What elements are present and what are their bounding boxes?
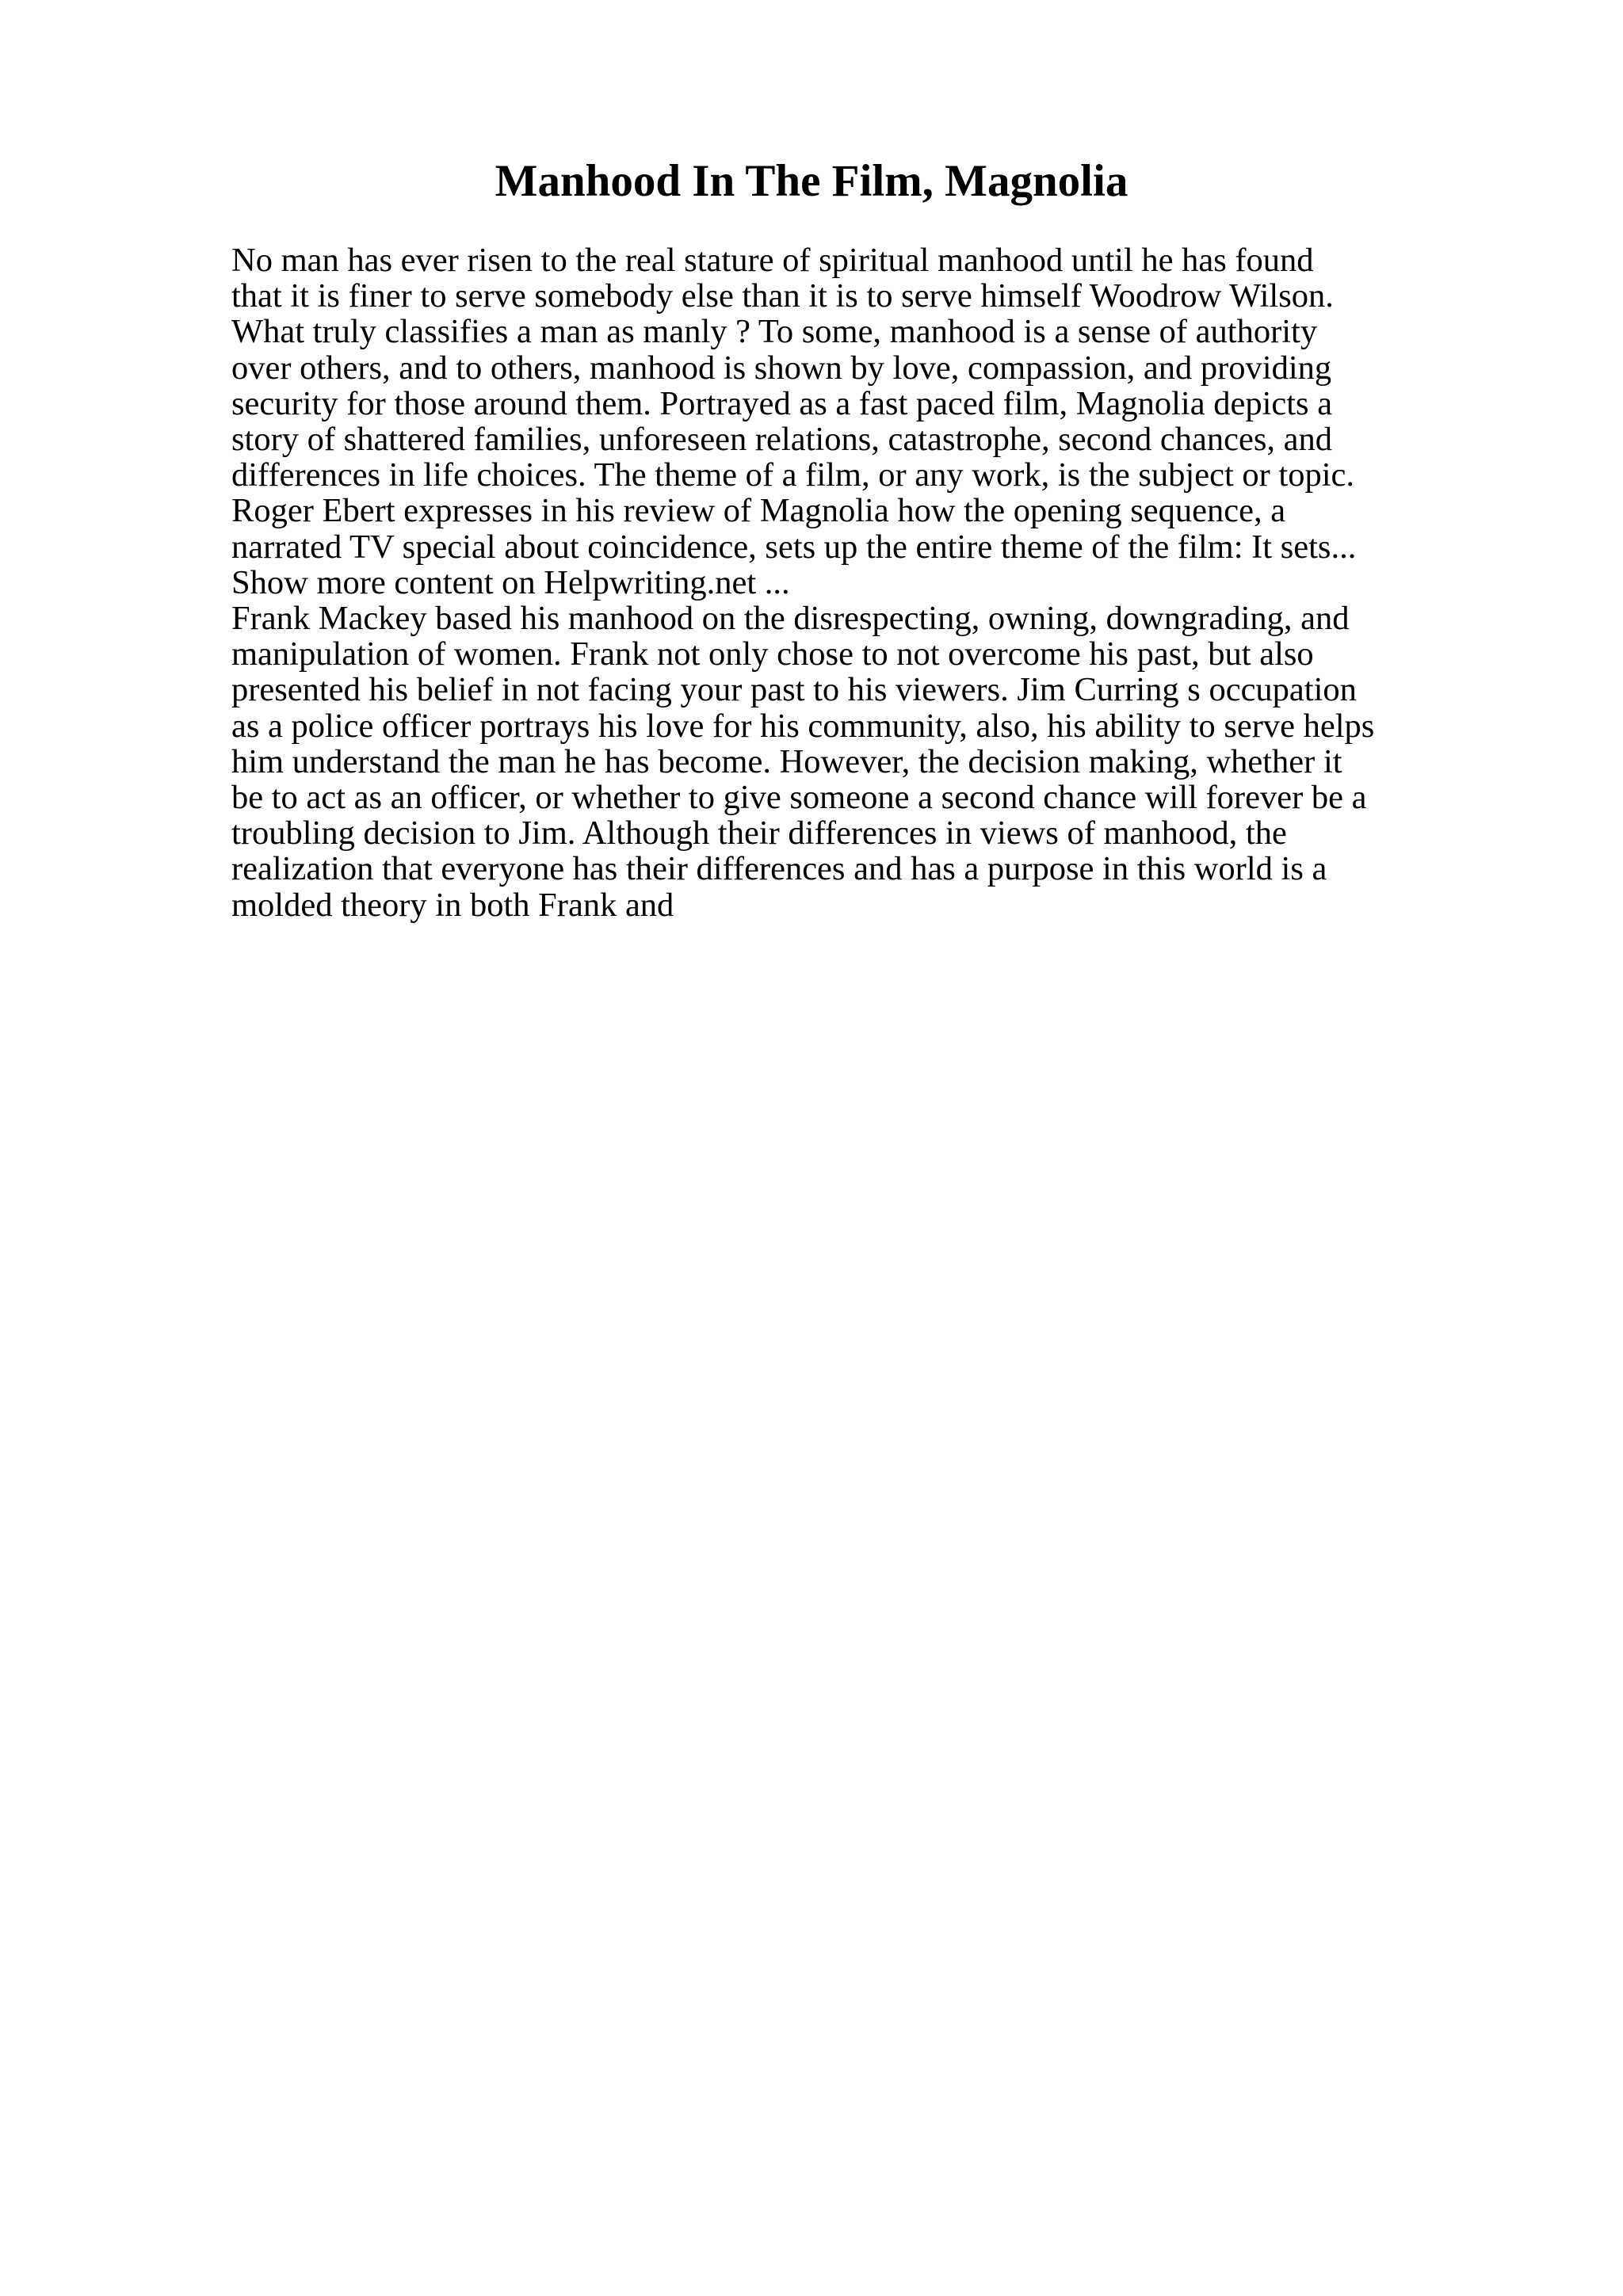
body-line: security for those around them. Portrayed as a fast paced film, Magnolia depicts a — [231, 384, 1333, 422]
body-line: troubling decision to Jim. Although their differences in views of manhood, the — [231, 814, 1287, 852]
body-line: over others, and to others, manhood is shown by love, compassion, and providing — [231, 349, 1332, 387]
body-line: molded theory in both Frank and — [231, 886, 674, 924]
body-line: No man has ever risen to the real stature of spiritual manhood until he has found — [231, 242, 1314, 279]
body-line: be to act as an officer, or whether to give someone a second chance will forever be a — [231, 779, 1367, 817]
body-line: that it is finer to serve somebody else than it is to serve himself Woodrow Wilson. — [231, 277, 1334, 315]
document-body — [231, 242, 1594, 923]
body-line: Roger Ebert expresses in his review of Magnolia how the opening sequence, a — [231, 492, 1286, 530]
body-line: him understand the man he has become. However, the decision making, whether it — [231, 742, 1342, 780]
body-line: as a police officer portrays his love for his community, also, his ability to serve helps — [231, 707, 1375, 745]
body-line: Frank Mackey based his manhood on the disrespecting, owning, downgrading, and — [231, 600, 1350, 638]
body-line: presented his belief in not facing your past to his viewers. Jim Curring s occupation — [231, 671, 1357, 709]
body-line: differences in life choices. The theme of a film, or any work, is the subject or topic. — [231, 456, 1355, 494]
body-line: story of shattered families, unforeseen relations, catastrophe, second chances, and — [231, 421, 1332, 459]
body-line: narrated TV special about coincidence, sets up the entire theme of the film: It sets... — [231, 528, 1357, 566]
document-title: Manhood In The Film, Magnolia — [495, 156, 1128, 206]
body-line: manipulation of women. Frank not only chose to not overcome his past, but also — [231, 635, 1314, 673]
body-line: realization that everyone has their differences and has a purpose in this world is a — [231, 850, 1327, 888]
body-line: What truly classifies a man as manly ? To some, manhood is a sense of authority — [231, 313, 1318, 351]
show-more-line: Show more content on Helpwriting.net ... — [231, 563, 790, 601]
